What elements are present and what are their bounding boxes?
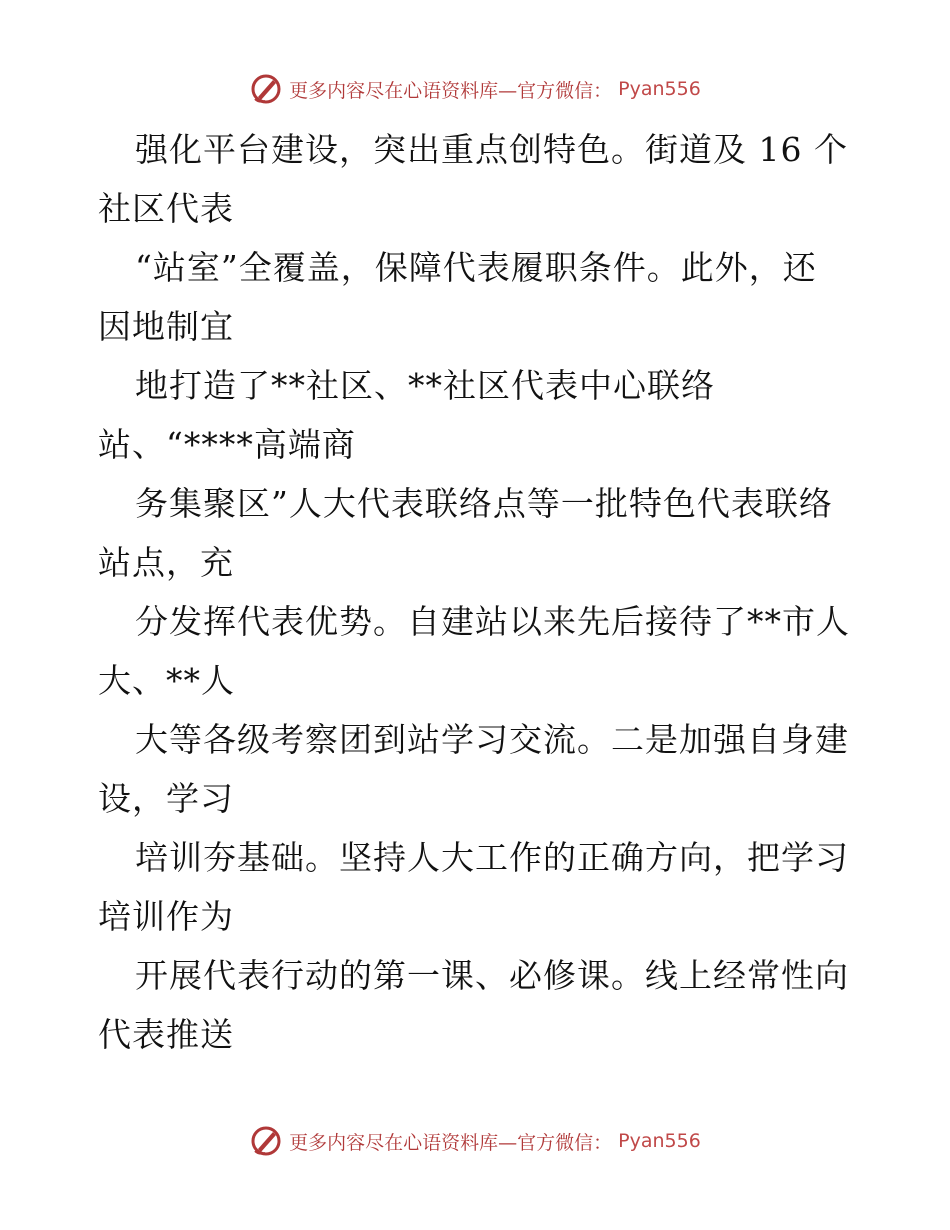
- text-line: 地打造了**社区、**社区代表中心联络: [135, 366, 715, 405]
- text-line: 因地制宜: [98, 307, 234, 346]
- text-line: 强化平台建设，突出重点创特色。街道及 16 个: [135, 130, 848, 169]
- watermark-id: Pyan556: [618, 78, 701, 100]
- text-line: 设，学习: [98, 779, 234, 818]
- text-line: 分发挥代表优势。自建站以来先后接待了**市人: [135, 602, 850, 641]
- text-line: “站室”全覆盖，保障代表履职条件。此外，还: [135, 248, 817, 287]
- text-line: 站、“****高端商: [98, 425, 356, 464]
- text-line: 务集聚区”人大代表联络点等一批特色代表联络: [135, 484, 833, 523]
- text-line: 站点，充: [98, 543, 234, 582]
- document-body: [98, 120, 858, 1064]
- text-line: 代表推送: [98, 1015, 234, 1054]
- pen-seal-logo-icon: [249, 1124, 283, 1158]
- watermark-id: Pyan556: [618, 1130, 701, 1152]
- text-line: 培训作为: [98, 897, 234, 936]
- header-watermark: [0, 72, 950, 106]
- text-line: 社区代表: [98, 189, 234, 228]
- watermark-text: 更多内容尽在心语资料库—官方微信：: [289, 79, 613, 102]
- watermark-text: 更多内容尽在心语资料库—官方微信：: [289, 1131, 613, 1154]
- text-line: 开展代表行动的第一课、必修课。线上经常性向: [135, 956, 849, 995]
- text-line: 大、**人: [98, 661, 235, 700]
- footer-watermark: [0, 1124, 950, 1158]
- text-line: 大等各级考察团到站学习交流。二是加强自身建: [135, 720, 849, 759]
- text-line: 培训夯基础。坚持人大工作的正确方向，把学习: [135, 838, 849, 877]
- pen-seal-logo-icon: [249, 72, 283, 106]
